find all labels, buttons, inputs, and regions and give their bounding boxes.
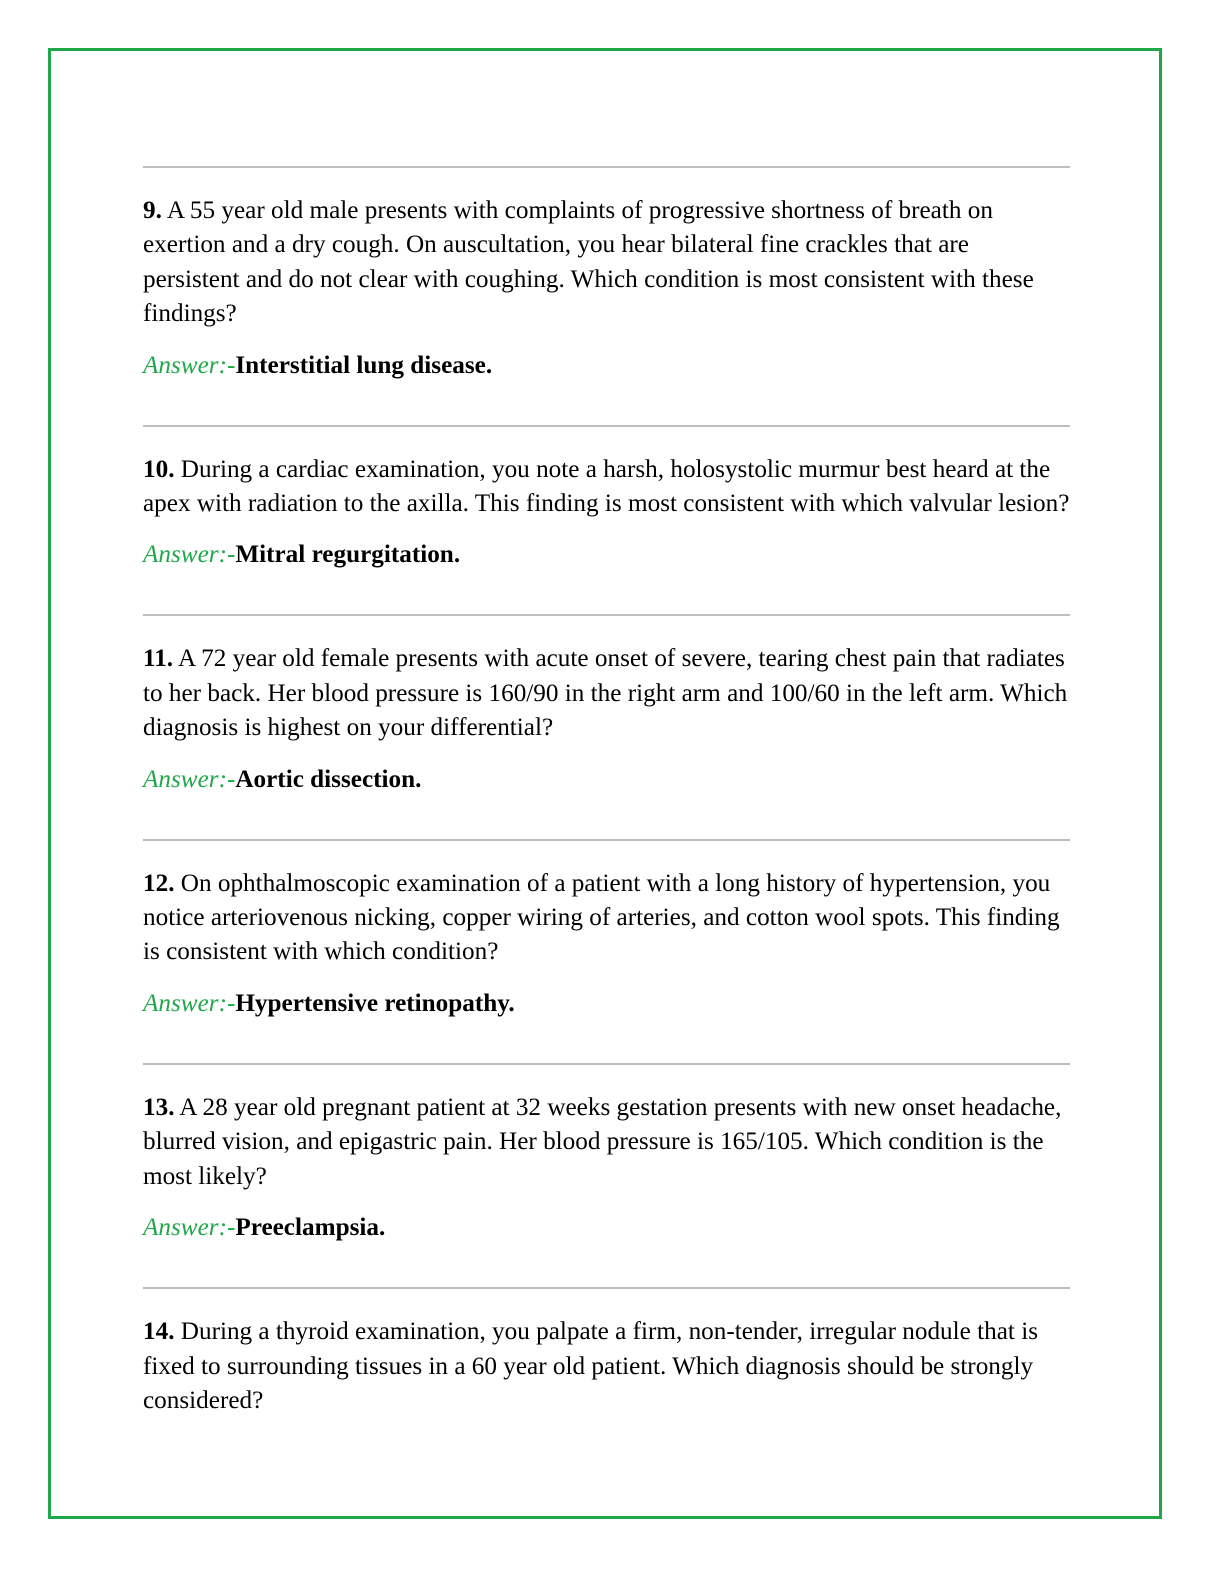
question-text [143, 1091, 1070, 1194]
question-number: 11. [143, 645, 174, 673]
question-text [143, 1315, 1070, 1418]
question-item [143, 616, 1070, 796]
answer-line [143, 987, 1070, 1021]
question-number: 13. [143, 1093, 175, 1121]
answer-line [143, 1211, 1070, 1245]
answer-line [143, 538, 1070, 572]
answer-text: Preeclampsia. [235, 1214, 386, 1242]
question-number: 12. [143, 869, 175, 897]
question-body: During a thyroid examination, you palpate a firm, non-tender, irregular nodule that is fixed to surrounding tissues in a 60 year old patient. Which diagnosis should be strongly considered? [143, 1318, 1038, 1414]
question-text [143, 194, 1070, 332]
answer-text: Aortic dissection. [235, 765, 422, 793]
question-number: 10. [143, 455, 175, 483]
answer-label: Answer:- [143, 541, 236, 569]
answer-label: Answer:- [143, 989, 236, 1017]
question-body: During a cardiac examination, you note a harsh, holosystolic murmur best heard at the apex with radiation to the axilla. This finding is most consistent with which valvular lesion? [143, 455, 1070, 518]
question-item [143, 1065, 1070, 1245]
answer-label: Answer:- [143, 351, 236, 379]
question-text [143, 453, 1070, 522]
question-number: 9. [143, 197, 162, 224]
answer-text: Mitral regurgitation. [235, 541, 461, 569]
answer-label: Answer:- [143, 1214, 236, 1242]
question-list [143, 166, 1070, 1418]
question-item [143, 427, 1070, 573]
question-text [143, 642, 1070, 745]
answer-text: Hypertensive retinopathy. [235, 989, 515, 1017]
question-item [143, 841, 1070, 1021]
answer-line [143, 763, 1070, 797]
question-body: On ophthalmoscopic examination of a patient with a long history of hypertension, you notice arteriovenous nicking, copper wiring of arteries, and cotton wool spots. This finding is consistent with which condition? [143, 869, 1060, 966]
question-item [143, 1289, 1070, 1418]
answer-line [143, 349, 1070, 383]
question-body: A 55 year old male presents with complaints of progressive shortness of breath on exertion and a dry cough. On auscultation, you hear bilateral fine crackles that are persistent and do not clear with coughing. Which condition is most consistent with these findings? [143, 197, 1034, 328]
question-item [143, 168, 1070, 383]
answer-label: Answer:- [143, 765, 236, 793]
answer-text: Interstitial lung disease. [235, 351, 493, 379]
question-body: A 28 year old pregnant patient at 32 weeks gestation presents with new onset headache, blurred vision, and epigastric pain. Her blood pressure is 165/105. Which condition is the most likely? [143, 1093, 1062, 1190]
question-number: 14. [143, 1318, 175, 1346]
question-text [143, 867, 1070, 970]
question-body: A 72 year old female presents with acute onset of severe, tearing chest pain that radiates to her back. Her blood pressure is 160/90 in the right arm and 100/60 in the left arm. Which diagnosis is highest on your differential? [143, 645, 1068, 742]
